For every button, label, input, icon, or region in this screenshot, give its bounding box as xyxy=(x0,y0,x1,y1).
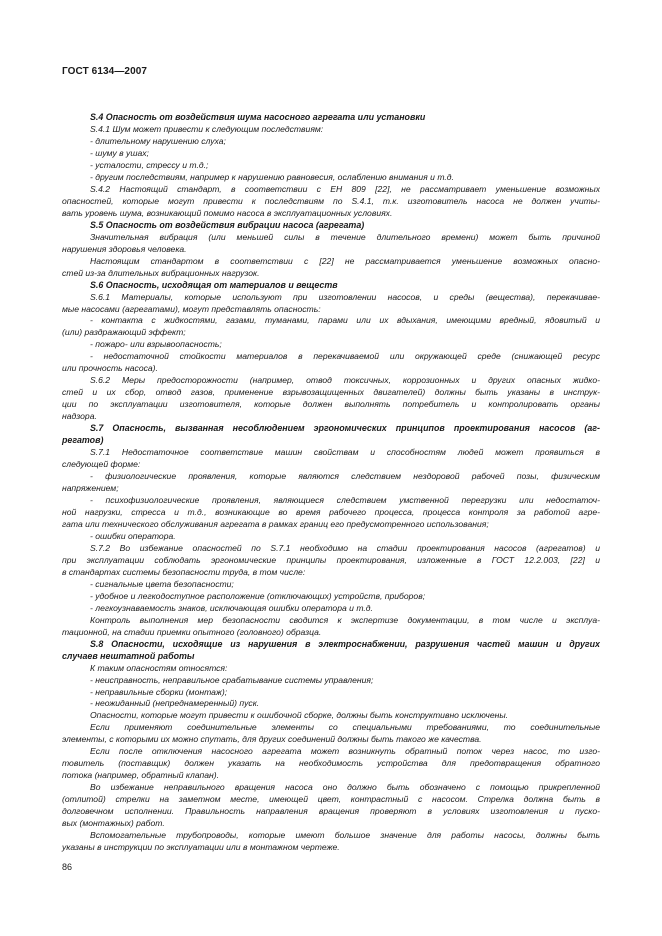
section-heading-line: S.5 Опасность от воздействия вибрации насоса (агрегата) xyxy=(90,219,365,230)
text-line: стей и их сбор, отвод газов, применение взрывозащищенных двигателей) должны быть указаны в инструк- xyxy=(62,387,600,398)
text-line: элементы, с которыми их можно спутать, для других соединений должны быть такого же качества. xyxy=(62,734,482,745)
text-line: опасностей, которые могут привести к последствиям по S.4.1, т.к. изготовитель насоса не должен учиты- xyxy=(62,195,600,206)
text-line: S.4.1 Шум может привести к следующим последствиям: xyxy=(90,123,324,134)
text-line: - неисправность, неправильное срабатывание системы управления; xyxy=(90,674,374,685)
section-heading-line: регатов) xyxy=(62,435,104,446)
text-line: Контроль выполнения мер безопасности сводится к экспертизе документации, в том числе и эксплуа- xyxy=(90,614,600,625)
text-line: - шуму в ушах; xyxy=(90,147,149,158)
section-heading-line: S.7 Опасность, вызванная несоблюдением эргономических принципов проектирования насосов (аг- xyxy=(90,423,600,434)
text-line: - другим последствиям, например к нарушению равновесия, ослаблению внимания и т.д. xyxy=(90,171,454,182)
text-line: ной нагрузки, стресса и т.д., возникающие во время рабочего процесса, процесса контроля за работой агре- xyxy=(62,506,600,517)
text-line: - неправильные сборки (монтаж); xyxy=(90,686,228,697)
section-heading-line: S.4 Опасность от воздействия шума насосного агрегата или установки xyxy=(90,112,426,122)
text-line: (или) раздражающий эффект; xyxy=(62,327,186,338)
text-line: Опасности, которые могут привести к ошибочной сборке, должны быть конструктивно исключены. xyxy=(90,710,509,721)
text-line: Если применяют соединительные элементы со специальными требованиями, то соединительные xyxy=(90,722,600,733)
text-line: вых (монтажных) работ. xyxy=(62,818,165,829)
text-line: - усталости, стрессу и т.д.; xyxy=(90,159,209,170)
text-line: нарушения здоровья человека. xyxy=(62,243,187,254)
text-line: потока (например, обратный клапан). xyxy=(62,770,219,781)
text-line: стей из-за длительных вибрационных нагрузок. xyxy=(62,267,260,278)
text-line: - неожиданный (непреднамеренный) пуск. xyxy=(90,698,260,709)
text-line: Если после отключения насосного агрегата может возникнуть обратный поток через насос, то изго- xyxy=(90,746,600,757)
text-line: - недостаточной стойкости материалов в перекачиваемой или окружающей среде (снижающей ресурс xyxy=(90,351,600,362)
section-heading-line: случаев нештатной работы xyxy=(62,650,195,661)
section-heading-line: S.6 Опасность, исходящая от материалов и веществ xyxy=(90,279,338,290)
text-line: S.7.1 Недостаточное соответствие машин свойствам и способностям людей может проявиться в xyxy=(90,447,600,458)
text-line: Во избежание неправильного вращения насоса оно должно быть обозначено с помощью прикрепленной xyxy=(90,782,600,793)
text-line: - контакта с жидкостями, газами, туманами, парами или их вдыхания, имеющими вредный, ядовитый и xyxy=(90,315,600,326)
text-line: - удобное и легкодоступное расположение (отключающих) устройств, приборов; xyxy=(90,590,426,601)
text-line: S.6.1 Материалы, которые используют при изготовлении насосов, и среды (вещества), перекачивае- xyxy=(90,291,600,302)
text-line: (отлитой) стрелки на заметном месте, имеющей цвет, контрастный с насосом. Стрелка должна быть в xyxy=(62,794,600,805)
page-number: 86 xyxy=(62,862,73,872)
text-line: напряжением; xyxy=(62,483,119,494)
text-line: Значительная вибрация (или меньшей силы в течение длительного времени) может быть причиной xyxy=(90,231,600,242)
text-line: вать уровень шума, возникающий помимо насоса в эксплуатационных условиях. xyxy=(62,207,393,218)
text-line: долговечном исполнении. Правильность направления вращения проверяют в условиях изготовления и пуско- xyxy=(62,806,600,817)
text-line: - ошибки оператора. xyxy=(90,530,176,541)
text-line: при эксплуатации соблюдать эргономические принципы проектирования, изложенные в ГОСТ 12.2.003, [22] и xyxy=(62,554,600,565)
text-line: ции по эксплуатации изготовителя, которые должен выполнять потребитель и контролировать органы xyxy=(62,399,600,410)
text-line: S.7.2 Во избежание опасностей по S.7.1 необходимо на стадии проектирования насосов (агрегатов) и xyxy=(90,542,600,553)
text-line: следующей форме: xyxy=(62,459,141,470)
document-code-header: ГОСТ 6134—2007 xyxy=(62,66,148,77)
text-line: - сигнальные цвета безопасности; xyxy=(90,578,234,589)
text-line: тационной, на стадии приемки опытного (головного) образца. xyxy=(62,626,322,637)
section-heading-line: S.8 Опасности, исходящие из нарушения в электроснабжении, разрушения частей машин и других xyxy=(90,638,600,649)
text-line: - физиологические проявления, которые являются следствием нездоровой рабочей позы, физическим xyxy=(90,471,600,482)
text-line: - психофизиологические проявления, являющиеся следствием умственной перегрузки или недостаточ- xyxy=(90,495,600,505)
text-line: - пожаро- или взрывоопасность; xyxy=(90,339,222,350)
text-line: надзора. xyxy=(62,411,97,422)
text-line: указаны в инструкции по эксплуатации или в монтажном чертеже. xyxy=(62,842,340,853)
text-line: S.4.2 Настоящий стандарт, в соответствии с ЕН 809 [22], не рассматривает уменьшение возможных xyxy=(90,183,600,194)
text-line: или прочность насоса). xyxy=(62,363,158,374)
text-line: мые насосами (агрегатами), могут представлять опасность: xyxy=(62,303,321,314)
document-body xyxy=(62,112,600,854)
text-line: в стандартах системы безопасности труда, в том числе: xyxy=(62,566,306,577)
text-line: - длительному нарушению слуха; xyxy=(90,135,226,146)
text-line: Вспомогательные трубопроводы, которые имеют большое значение для работы насосы, должны быть xyxy=(90,830,600,841)
text-line: К таким опасностям относятся: xyxy=(90,662,228,673)
text-line: гата или технического обслуживания агрегата в рамках границ его предусмотренного использования; xyxy=(62,518,489,529)
text-line: S.6.2 Меры предосторожности (например, отвод токсичных, коррозионных и других опасных жидко- xyxy=(90,375,600,386)
text-line: Настоящим стандартом в соответствии с [22] не рассматривается уменьшение возможных опасно- xyxy=(90,255,600,266)
text-line: - легкоузнаваемость знаков, исключающая ошибки оператора и т.д. xyxy=(90,602,373,613)
text-line: товитель (поставщик) должен указать на необходимость устройства для предотвращения обратного xyxy=(62,758,600,769)
